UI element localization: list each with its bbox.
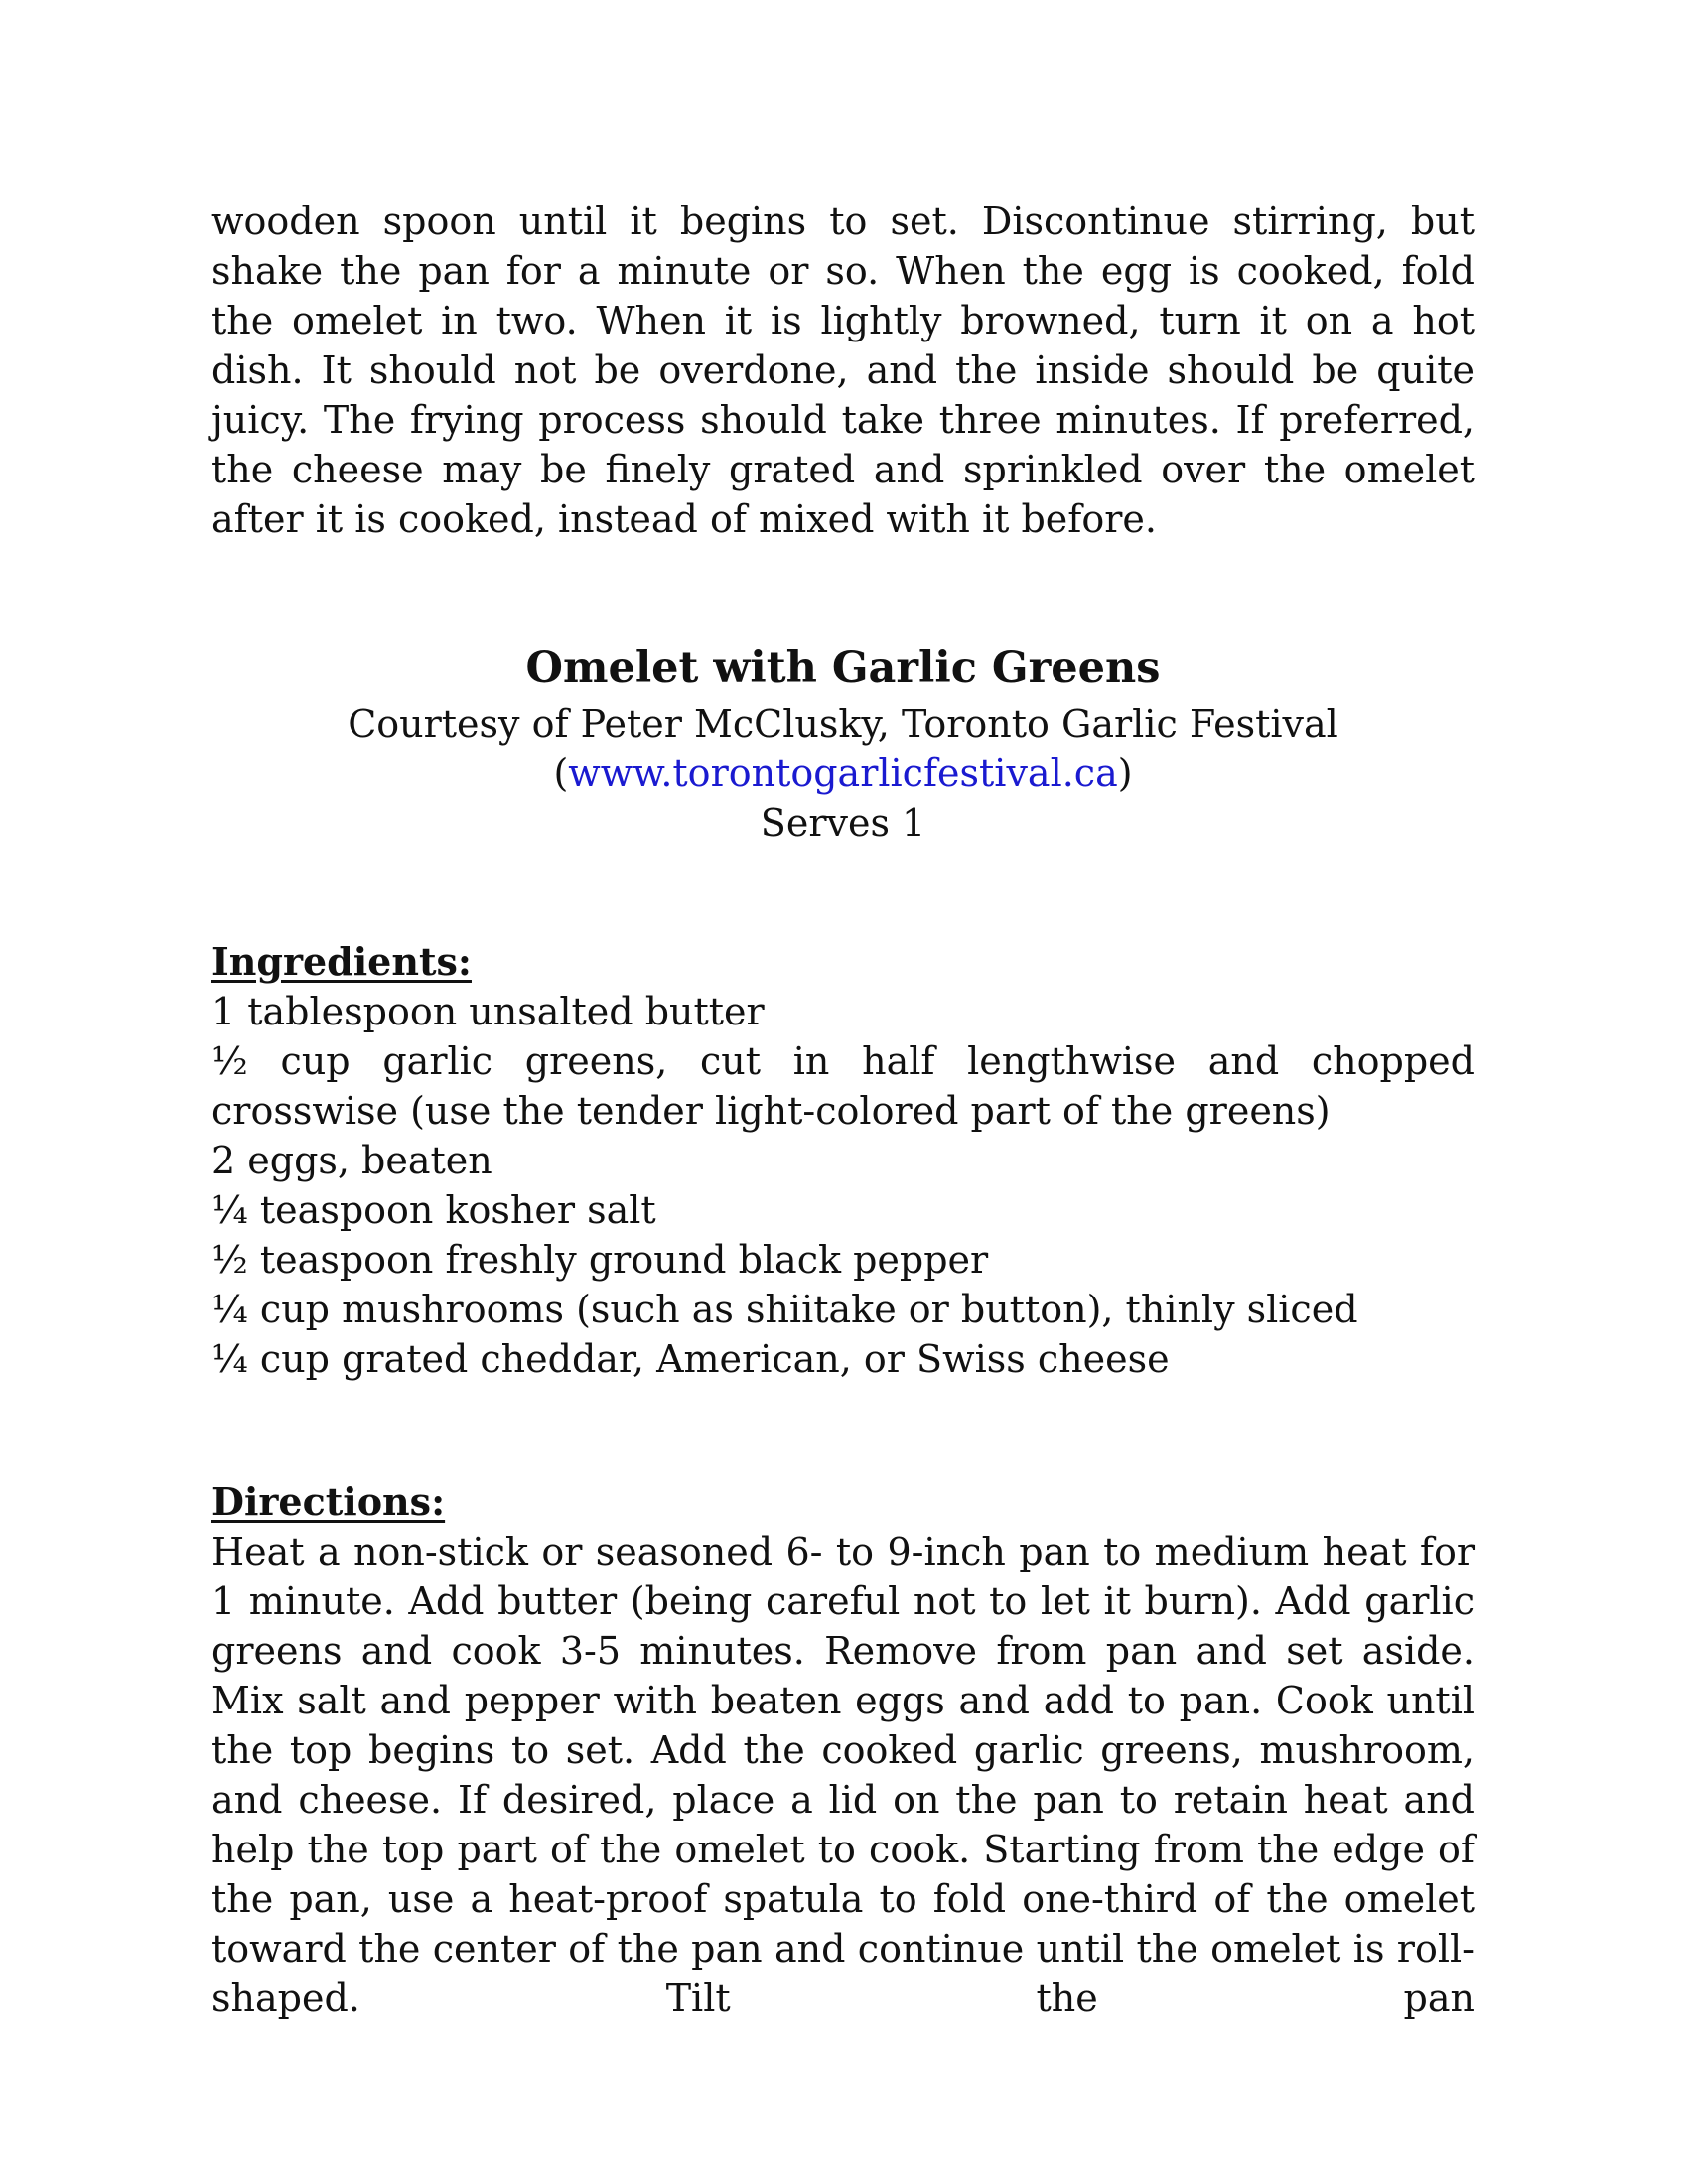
festival-link[interactable]: www.torontogarlicfestival.ca [568,751,1118,795]
recipe-credit: Courtesy of Peter McClusky, Toronto Garlic Festival [348,702,1338,746]
ingredient-item: ¼ teaspoon kosher salt [211,1188,656,1232]
directions-heading: Directions: [211,1479,446,1524]
ingredient-item: ¼ cup grated cheddar, American, or Swiss cheese [211,1337,1170,1381]
link-open-paren: ( [553,751,569,795]
ingredient-item: 2 eggs, beaten [211,1139,492,1182]
document-page [211,197,1475,2023]
ingredient-item: ½ teaspoon freshly ground black pepper [211,1238,989,1282]
recipe-serves: Serves 1 [760,801,926,845]
link-close-paren: ) [1117,751,1133,795]
ingredient-item: ½ cup garlic greens, cut in half lengthwise and chopped crosswise (use the tender light-colored part of the greens) [211,1039,1475,1133]
recipe-link-line [211,749,1475,798]
ingredient-item: ¼ cup mushrooms (such as shiitake or button), thinly sliced [211,1288,1358,1331]
ingredients-list [211,987,1475,1384]
ingredients-heading: Ingredients: [211,939,472,984]
directions-paragraph: Heat a non-stick or seasoned 6- to 9-inch pan to medium heat for 1 minute. Add butter (being careful not to let it burn). Add garlic greens and cook 3-5 minutes. Remove from pan and set aside. Mix salt and pepper with beaten eggs and add to pan. Cook until the top begins to set. Add the cooked garlic greens, mushroom, and cheese. If desired, place a lid on the pan to retain heat and help the top part of the omelet to cook. Starting from the edge of the pan, use a heat-proof spatula to fold one-third of the omelet toward the center of the pan and continue until the omelet is roll-shaped. Tilt the pan [211,1530,1475,2020]
ingredient-item: 1 tablespoon unsalted butter [211,990,765,1033]
intro-paragraph: wooden spoon until it begins to set. Discontinue stirring, but shake the pan for a minute or so. When the egg is cooked, fold the omelet in two. When it is lightly browned, turn it on a hot dish. It should not be overdone, and the inside should be quite juicy. The frying process should take three minutes. If preferred, the cheese may be finely grated and sprinkled over the omelet after it is cooked, instead of mixed with it before. [211,200,1475,541]
recipe-title: Omelet with Garlic Greens [525,643,1161,693]
